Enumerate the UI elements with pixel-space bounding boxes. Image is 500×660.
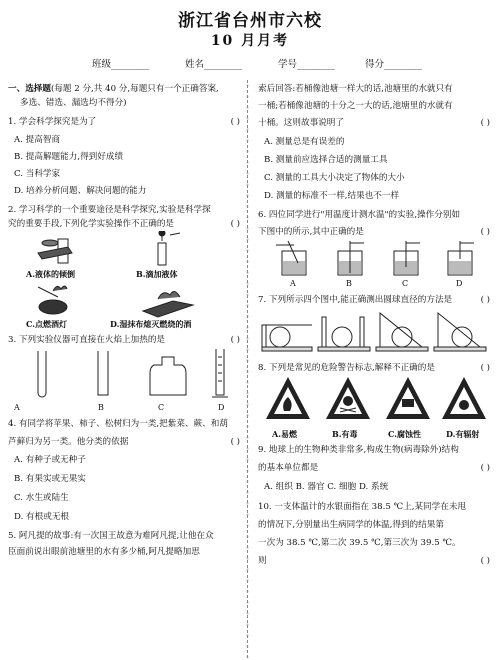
- question-8: 8. 下列是常见的危险警告标志,解释不正确的是 ( ): [258, 363, 490, 373]
- score-field: 得分________: [365, 59, 423, 70]
- q4-option-b[interactable]: B. 有果实或无果实: [14, 474, 86, 484]
- q6-label-b: B: [346, 279, 352, 288]
- section-note: 多选、错选、漏选均不得分): [20, 98, 127, 108]
- q5-option-d[interactable]: D. 测量的标准不一样,结果也不一样: [264, 191, 400, 201]
- q1-option-a[interactable]: A. 提高智商: [14, 135, 61, 145]
- q6-label-c: C: [402, 279, 409, 288]
- question-5-line2: 臣面前说出眼前池塘里的水有多少桶,阿凡提略加思: [8, 547, 200, 557]
- q4-option-a[interactable]: A. 有种子或无种子: [14, 455, 86, 465]
- question-9-line1: 9. 地球上的生物种类非常多,构成生物(病毒除外)结构: [258, 445, 459, 455]
- question-10-line1: 10. 一支体温计的水银面指在 38.5 ℃上,某同学在未甩: [258, 502, 467, 512]
- q4-option-d[interactable]: D. 有根或无根: [14, 512, 70, 522]
- q9-options[interactable]: A. 组织 B. 器官 C. 细胞 D. 系统: [264, 482, 389, 492]
- q5-cont-line3: 十桶。这则故事说明了 ( ): [258, 118, 490, 128]
- q3-label-d: D: [218, 403, 225, 412]
- question-10-line4: 则 ( ): [258, 556, 490, 566]
- q4-option-c[interactable]: C. 水生或陆生: [14, 493, 69, 503]
- name-field: 姓名________: [185, 59, 243, 70]
- exam-title: 浙江省台州市六校: [178, 11, 322, 31]
- section-heading: 一、选择题(每题 2 分,共 40 分,每题只有一个正确答案,: [8, 84, 219, 94]
- q6-figure: [258, 239, 490, 289]
- q5-option-b[interactable]: B. 测量前应选择合适的测量工具: [264, 155, 388, 165]
- q6-label-d: D: [456, 279, 463, 288]
- q8-label-a: A.易燃: [272, 429, 297, 439]
- id-field: 学号________: [278, 59, 336, 70]
- question-2-line1: 2. 学习科学的一个重要途径是科学探究,实验是科学探: [8, 205, 211, 215]
- q7-figure: [258, 307, 490, 357]
- hazard-signs-drawing: [258, 375, 490, 429]
- q2-label-c: C.点燃酒灯: [26, 319, 68, 329]
- right-column: [258, 82, 490, 568]
- question-4-line2: 芦藓归为另一类。他分类的依据 ( ): [8, 437, 240, 447]
- question-10-line2: 的情况下,分别量出生病同学的体温,得到的结果第: [258, 520, 444, 530]
- q3-label-c: C: [158, 403, 165, 412]
- question-5-line1: 5. 阿凡提的故事:有一次国王故意为难阿凡提,让他在众: [8, 531, 214, 541]
- q8-label-b: B.有毒: [332, 429, 358, 439]
- q3-label-b: B: [98, 403, 104, 412]
- exam-subtitle: 10 月月考: [210, 33, 290, 49]
- ball-diameter-drawing: [258, 307, 490, 357]
- left-column: [8, 82, 240, 559]
- question-7: 7. 下列所示四个图中,能正确测出圆球直径的方法是 ( ): [258, 295, 490, 305]
- q3-figure: [8, 347, 240, 413]
- q8-figure: [258, 375, 490, 441]
- q5-cont-line1: 索后回答:若桶像池塘一样大的话,池塘里的水就只有: [258, 84, 453, 94]
- q2-label-d: D.湿抹布熄灭燃烧的酒: [110, 319, 192, 329]
- q8-label-d: D.有辐射: [446, 429, 480, 439]
- q3-label-a: A: [14, 403, 20, 412]
- lab-instruments-drawing: [8, 347, 240, 413]
- q1-option-d[interactable]: D. 培养分析问题、解决问题的能力: [14, 186, 147, 196]
- question-6-line2: 下图中的所示,其中正确的是 ( ): [258, 227, 490, 237]
- question-2-line2: 究的重要手段,下列化学实验操作不正确的是 ( ): [8, 219, 240, 229]
- q1-option-c[interactable]: C. 当科学家: [14, 169, 61, 179]
- q2-label-a: A.液体的倾倒: [26, 269, 75, 279]
- q5-option-a[interactable]: A. 测量总是有误差的: [264, 137, 345, 147]
- q5-option-c[interactable]: C. 测量的工具大小决定了物体的大小: [264, 173, 405, 183]
- question-10-line3: 一次为 38.5 ℃,第二次 39.5 ℃,第三次为 39.5 ℃。: [258, 538, 461, 548]
- q6-label-a: A: [290, 279, 296, 288]
- q2-label-b: B.滴加液体: [136, 269, 178, 279]
- question-1: 1. 学会科学探究是为了 ( ): [8, 117, 240, 127]
- q2-figure: [8, 231, 240, 327]
- q1-option-b[interactable]: B. 提高解题能力,得到好成绩: [14, 152, 124, 162]
- question-6-line1: 6. 四位同学进行"用温度计测水温"的实验,操作分别如: [258, 210, 461, 220]
- class-field: 班级________: [92, 59, 150, 70]
- column-divider: [247, 80, 248, 658]
- question-9-line2: 的基本单位都是 ( ): [258, 463, 490, 473]
- q5-cont-line2: 一桶;若桶像池塘的十分之一大的话,池塘里的水就有: [258, 101, 453, 111]
- q8-label-c: C.腐蚀性: [388, 429, 422, 439]
- question-4-line1: 4. 有同学将苹果、柿子、松树归为一类,把紫菜、蕨、和葫: [8, 419, 228, 429]
- question-3: 3. 下列实验仪器可直接在火焰上加热的是 ( ): [8, 335, 240, 345]
